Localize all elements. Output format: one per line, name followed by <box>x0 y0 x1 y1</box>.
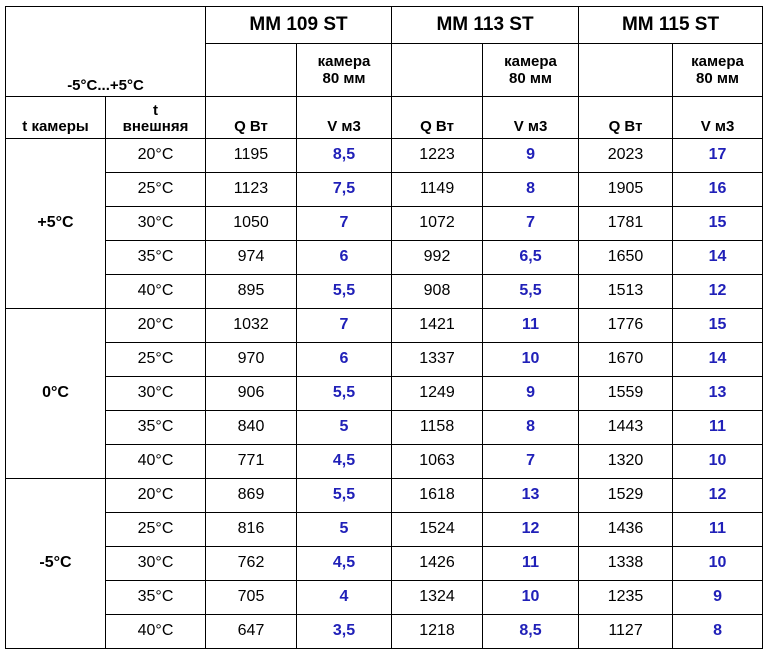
table-row <box>6 512 763 546</box>
v-value-mm109: 5,5 <box>297 376 392 410</box>
outside-temp-cell: 30°C <box>106 376 206 410</box>
q-value-mm109: 895 <box>206 274 297 308</box>
outside-temp-cell: 20°C <box>106 138 206 172</box>
outside-temp-cell: 35°C <box>106 410 206 444</box>
v-value-mm109: 8,5 <box>297 138 392 172</box>
v-value-mm113: 11 <box>483 546 579 580</box>
q-value-mm113: 1223 <box>392 138 483 172</box>
q-value-mm115: 2023 <box>579 138 673 172</box>
q-value-mm115: 1320 <box>579 444 673 478</box>
v-value-mm115: 16 <box>673 172 763 206</box>
model-title-mm113: MM 113 ST <box>392 7 579 44</box>
v-value-mm113: 9 <box>483 138 579 172</box>
q-value-mm115: 1338 <box>579 546 673 580</box>
outside-temp-cell: 25°C <box>106 342 206 376</box>
v-value-mm109: 4 <box>297 580 392 614</box>
blank-cell <box>579 44 673 97</box>
v-value-mm113: 10 <box>483 580 579 614</box>
q-value-mm109: 906 <box>206 376 297 410</box>
spec-table <box>5 6 763 649</box>
q-value-mm109: 816 <box>206 512 297 546</box>
table-row <box>6 614 763 648</box>
q-value-mm115: 1529 <box>579 478 673 512</box>
v-value-mm109: 6 <box>297 240 392 274</box>
v-value-mm115: 13 <box>673 376 763 410</box>
v-value-mm113: 5,5 <box>483 274 579 308</box>
v-value-mm113: 9 <box>483 376 579 410</box>
q-value-mm113: 1218 <box>392 614 483 648</box>
q-value-mm113: 1337 <box>392 342 483 376</box>
q-value-mm109: 1050 <box>206 206 297 240</box>
v-value-mm109: 5,5 <box>297 478 392 512</box>
q-value-mm115: 1443 <box>579 410 673 444</box>
q-value-mm109: 869 <box>206 478 297 512</box>
v-value-mm115: 17 <box>673 138 763 172</box>
model-header-row <box>6 7 763 44</box>
q-value-mm113: 1158 <box>392 410 483 444</box>
camera-label: камера 80 мм <box>317 52 371 87</box>
outside-temp-cell: 30°C <box>106 546 206 580</box>
table-row <box>6 376 763 410</box>
outside-temp-cell: 40°C <box>106 444 206 478</box>
v-value-mm109: 4,5 <box>297 444 392 478</box>
q-value-mm113: 908 <box>392 274 483 308</box>
q-value-mm113: 1149 <box>392 172 483 206</box>
v-value-mm113: 7 <box>483 444 579 478</box>
v-value-mm115: 14 <box>673 342 763 376</box>
header-v: V м3 <box>297 96 392 138</box>
v-value-mm113: 11 <box>483 308 579 342</box>
v-value-mm113: 8,5 <box>483 614 579 648</box>
header-v: V м3 <box>483 96 579 138</box>
q-value-mm109: 705 <box>206 580 297 614</box>
outside-temp-cell: 35°C <box>106 240 206 274</box>
model-title-mm109: MM 109 ST <box>206 7 392 44</box>
header-q: Q Вт <box>579 96 673 138</box>
q-value-mm109: 1195 <box>206 138 297 172</box>
v-value-mm115: 15 <box>673 206 763 240</box>
outside-temp-cell: 20°C <box>106 478 206 512</box>
blank-cell <box>206 44 297 97</box>
v-value-mm109: 6 <box>297 342 392 376</box>
v-value-mm115: 10 <box>673 546 763 580</box>
q-value-mm113: 1426 <box>392 546 483 580</box>
column-header-row <box>6 96 763 138</box>
v-value-mm115: 8 <box>673 614 763 648</box>
q-value-mm113: 1324 <box>392 580 483 614</box>
table-row <box>6 580 763 614</box>
q-value-mm109: 970 <box>206 342 297 376</box>
q-value-mm113: 992 <box>392 240 483 274</box>
q-value-mm109: 762 <box>206 546 297 580</box>
q-value-mm113: 1524 <box>392 512 483 546</box>
q-value-mm109: 1032 <box>206 308 297 342</box>
q-value-mm113: 1249 <box>392 376 483 410</box>
q-value-mm109: 840 <box>206 410 297 444</box>
header-v: V м3 <box>673 96 763 138</box>
table-row <box>6 240 763 274</box>
q-value-mm115: 1776 <box>579 308 673 342</box>
temperature-range-label: -5°C...+5°C <box>6 44 206 97</box>
q-value-mm115: 1559 <box>579 376 673 410</box>
model-title-mm115: MM 115 ST <box>579 7 763 44</box>
v-value-mm109: 4,5 <box>297 546 392 580</box>
q-value-mm115: 1513 <box>579 274 673 308</box>
table-row <box>6 138 763 172</box>
q-value-mm113: 1421 <box>392 308 483 342</box>
header-q: Q Вт <box>206 96 297 138</box>
outside-temp-cell: 20°C <box>106 308 206 342</box>
table-row <box>6 274 763 308</box>
v-value-mm115: 10 <box>673 444 763 478</box>
camera-label: камера 80 мм <box>504 52 557 87</box>
v-value-mm115: 12 <box>673 274 763 308</box>
q-value-mm109: 647 <box>206 614 297 648</box>
v-value-mm115: 14 <box>673 240 763 274</box>
q-value-mm115: 1235 <box>579 580 673 614</box>
camera-label: камера 80 мм <box>691 52 744 87</box>
q-value-mm115: 1781 <box>579 206 673 240</box>
q-value-mm109: 771 <box>206 444 297 478</box>
camera-header-row <box>6 44 763 97</box>
v-value-mm113: 10 <box>483 342 579 376</box>
v-value-mm115: 9 <box>673 580 763 614</box>
v-value-mm109: 5,5 <box>297 274 392 308</box>
header-t-outside: t внешняя <box>106 96 206 138</box>
header-q: Q Вт <box>392 96 483 138</box>
camera-label-mm109 <box>297 44 392 97</box>
blank-cell <box>392 44 483 97</box>
table-row <box>6 478 763 512</box>
v-value-mm109: 5 <box>297 512 392 546</box>
v-value-mm113: 8 <box>483 410 579 444</box>
spec-table-body <box>6 7 763 649</box>
v-value-mm115: 11 <box>673 410 763 444</box>
v-value-mm113: 8 <box>483 172 579 206</box>
table-row <box>6 308 763 342</box>
v-value-mm115: 12 <box>673 478 763 512</box>
camera-temp-group-label: +5°C <box>6 138 106 308</box>
v-value-mm109: 7 <box>297 308 392 342</box>
table-row <box>6 546 763 580</box>
camera-label-mm115 <box>673 44 763 97</box>
table-row <box>6 206 763 240</box>
camera-temp-group-label: 0°C <box>6 308 106 478</box>
q-value-mm115: 1905 <box>579 172 673 206</box>
outside-temp-cell: 25°C <box>106 172 206 206</box>
v-value-mm109: 7,5 <box>297 172 392 206</box>
q-value-mm115: 1670 <box>579 342 673 376</box>
v-value-mm113: 7 <box>483 206 579 240</box>
q-value-mm109: 974 <box>206 240 297 274</box>
v-value-mm115: 15 <box>673 308 763 342</box>
camera-temp-group-label: -5°C <box>6 478 106 648</box>
q-value-mm113: 1072 <box>392 206 483 240</box>
q-value-mm115: 1436 <box>579 512 673 546</box>
q-value-mm115: 1650 <box>579 240 673 274</box>
outside-temp-cell: 35°C <box>106 580 206 614</box>
table-row <box>6 342 763 376</box>
table-row <box>6 410 763 444</box>
outside-temp-cell: 40°C <box>106 274 206 308</box>
v-value-mm109: 5 <box>297 410 392 444</box>
outside-temp-cell: 40°C <box>106 614 206 648</box>
outside-temp-cell: 30°C <box>106 206 206 240</box>
q-value-mm113: 1063 <box>392 444 483 478</box>
header-t-camera: t камеры <box>6 96 106 138</box>
v-value-mm115: 11 <box>673 512 763 546</box>
q-value-mm113: 1618 <box>392 478 483 512</box>
camera-label-mm113 <box>483 44 579 97</box>
q-value-mm109: 1123 <box>206 172 297 206</box>
table-row <box>6 444 763 478</box>
q-value-mm115: 1127 <box>579 614 673 648</box>
corner-cell <box>6 7 206 44</box>
v-value-mm109: 3,5 <box>297 614 392 648</box>
v-value-mm113: 6,5 <box>483 240 579 274</box>
v-value-mm113: 13 <box>483 478 579 512</box>
v-value-mm109: 7 <box>297 206 392 240</box>
v-value-mm113: 12 <box>483 512 579 546</box>
table-row <box>6 172 763 206</box>
outside-temp-cell: 25°C <box>106 512 206 546</box>
